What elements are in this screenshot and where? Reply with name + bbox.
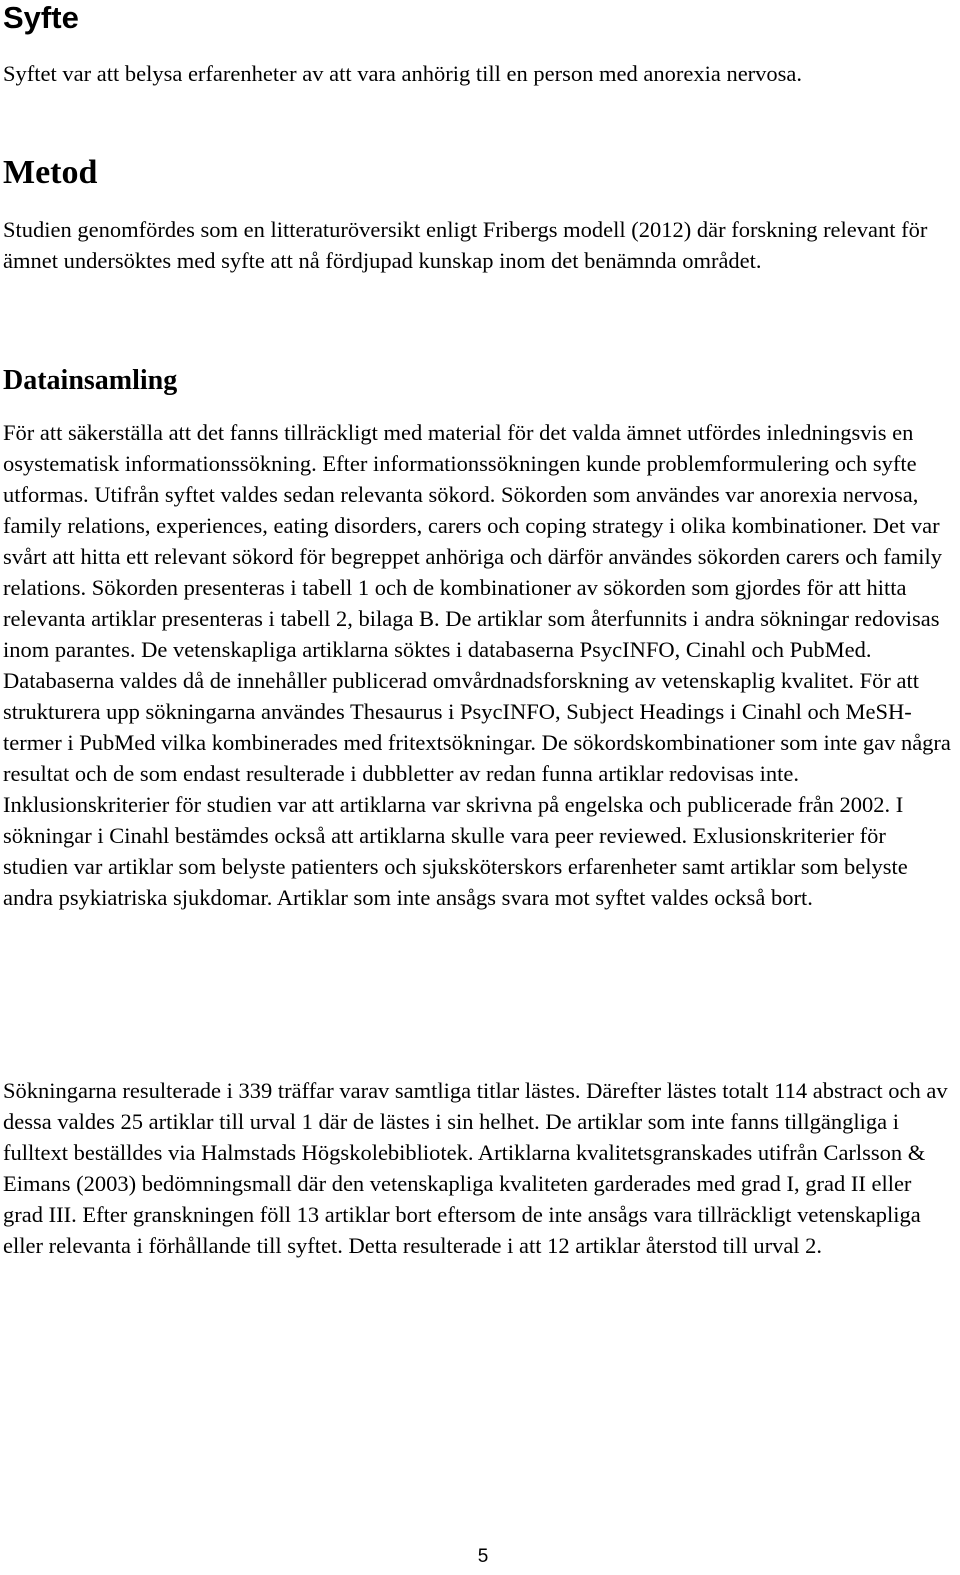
heading-metod: Metod — [3, 154, 98, 191]
paragraph-syfte: Syftet var att belysa erfarenheter av att vara anhörig till en person med anorexia nervosa. — [3, 61, 803, 86]
heading-syfte: Syfte — [3, 0, 79, 35]
paragraph-metod: Studien genomfördes som en litteraturöversikt enligt Fribergs modell (2012) där forskning relevant för ämnet undersöktes med syfte att nå fördjupad kunskap inom det benämnda området. — [3, 217, 928, 273]
paragraph-datainsamling-2: Sökningarna resulterade i 339 träffar varav samtliga titlar lästes. Därefter lästes totalt 114 abstract och av dessa valdes 25 artiklar till urval 1 där de lästes i sin helhet. De artiklar som inte fanns tillgängliga i fulltext beställdes via Halmstads Högskolebibliotek. Artiklarna kvalitetsgranskades utifrån Carlsson & Eimans (2003) bedömningsmall där den vetenskapliga kvaliteten garderades med grad I, grad II eller grad III. Efter granskningen föll 13 artiklar bort eftersom de inte ansågs vara tillräckligt vetenskapliga eller relevanta i förhållande till syftet. Detta resulterade i att 12 artiklar återstod till urval 2. — [3, 1078, 948, 1258]
heading-datainsamling: Datainsamling — [3, 365, 178, 396]
page-number: 5 — [477, 1546, 489, 1567]
paragraph-datainsamling-1: För att säkerställa att det fanns tillräckligt med material för det valda ämnet utfördes inledningsvis en osystematisk informationssökning. Efter informationssökningen kunde problemformulering och syfte utformas. Utifrån syftet valdes sedan relevanta sökord. Sökorden som användes var anorexia nervosa, family relations, experiences, eating disorders, carers och coping strategy i olika kombinationer. Det var svårt att hitta ett relevant sökord för begreppet anhöriga och därför användes sökorden carers och family relations. Sökorden presenteras i tabell 1 och de kombinationer av sökorden som gjordes för att hitta relevanta artiklar presenteras i tabell 2, bilaga B. De artiklar som återfunnits i andra sökningar redovisas inom parantes. De vetenskapliga artiklarna söktes i databaserna PsycINFO, Cinahl och PubMed. Databaserna valdes då de innehåller publicerad omvårdnadsforskning av vetenskaplig kvalitet. För att strukturera upp sökningarna användes Thesaurus i PsycINFO, Subject Headings i Cinahl och MeSH-termer i PubMed vilka kombinerades med fritextsökningar. De sökordskombinationer som inte gav några resultat och de som endast resulterade i dubbletter av redan funna artiklar redovisas inte. Inklusionskriterier för studien var att artiklarna var skrivna på engelska och publicerade från 2002. I sökningar i Cinahl bestämdes också att artiklarna skulle vara peer reviewed. Exlusionskriterier för studien var artiklar som belyste patienters och sjuksköterskors erfarenheter samt artiklar som belyste andra psykiatriska sjukdomar. Artiklar som inte ansågs svara mot syftet valdes också bort. — [3, 420, 951, 910]
